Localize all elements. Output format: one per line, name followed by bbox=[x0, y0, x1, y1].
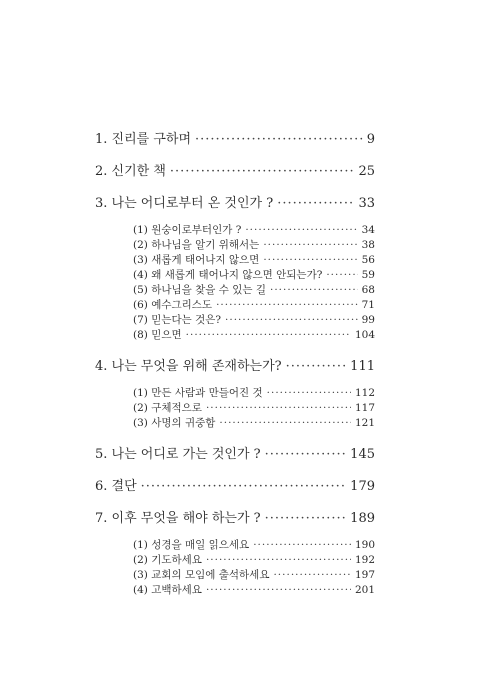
toc-entry-title: 6. 결단 bbox=[95, 479, 137, 494]
toc-entry-section-7-4 bbox=[133, 582, 375, 597]
toc-entry-section-3-8 bbox=[133, 327, 375, 342]
toc-entry-page-number: 190 bbox=[354, 539, 375, 551]
toc-entry-chapter-6 bbox=[95, 475, 375, 494]
toc-entry-section-3-1 bbox=[133, 222, 375, 237]
dot-leader bbox=[270, 284, 358, 296]
toc-entry-section-7-3 bbox=[133, 567, 375, 582]
toc-entry-title: 2. 신기한 책 bbox=[95, 164, 166, 179]
toc-entry-chapter-4 bbox=[95, 355, 375, 374]
toc-entry-chapter-1 bbox=[95, 128, 375, 147]
toc-entry-title: 5. 나는 어디로 가는 것인가 ? bbox=[95, 447, 261, 462]
toc-entry-page-number: 25 bbox=[358, 164, 375, 179]
toc-entry-chapter-2 bbox=[95, 160, 375, 179]
toc-entry-chapter-3 bbox=[95, 192, 375, 211]
toc-entry-page-number: 179 bbox=[350, 479, 375, 494]
toc-entry-section-4-3 bbox=[133, 415, 375, 430]
toc-entry-title: (2) 구체적으로 bbox=[133, 402, 202, 414]
dot-leader bbox=[206, 554, 351, 566]
toc-entry-page-number: 121 bbox=[354, 417, 375, 429]
toc-entry-page-number: 192 bbox=[354, 554, 375, 566]
toc-entry-section-4-2 bbox=[133, 400, 375, 415]
toc-entry-title: (3) 새롭게 태어나지 않으면 bbox=[133, 254, 260, 266]
toc-entry-page-number: 201 bbox=[354, 584, 375, 596]
toc-entry-page-number: 99 bbox=[361, 314, 375, 326]
dot-leader bbox=[141, 479, 347, 494]
toc-entry-page-number: 33 bbox=[358, 196, 375, 211]
toc-entry-page-number: 197 bbox=[354, 569, 375, 581]
toc-entry-title: (7) 믿는다는 것은? bbox=[133, 314, 222, 326]
dot-leader bbox=[265, 511, 347, 526]
toc-entry-page-number: 112 bbox=[354, 387, 375, 399]
toc-entry-page-number: 189 bbox=[350, 511, 375, 526]
toc-entry-title: (1) 만든 사람과 만들어진 것 bbox=[133, 387, 263, 399]
toc-entry-title: (4) 고백하세요 bbox=[133, 584, 202, 596]
dot-leader bbox=[263, 239, 357, 251]
toc-entry-chapter-5 bbox=[95, 443, 375, 462]
toc-entry-page-number: 71 bbox=[361, 299, 375, 311]
toc-entry-title: (5) 하나님을 찾을 수 있는 길 bbox=[133, 284, 266, 296]
toc-entry-title: (3) 교회의 모임에 출석하세요 bbox=[133, 569, 270, 581]
dot-leader bbox=[286, 359, 347, 374]
toc-entry-section-3-7 bbox=[133, 312, 375, 327]
toc-entry-title: (4) 왜 새롭게 태어나지 않으면 안되는가? bbox=[133, 269, 323, 281]
toc-entry-title: (6) 예수그리스도 bbox=[133, 299, 213, 311]
toc-entry-title: 4. 나는 무엇을 위해 존재하는가? bbox=[95, 359, 282, 374]
dot-leader bbox=[277, 196, 354, 211]
toc-entry-section-3-5 bbox=[133, 282, 375, 297]
toc-entry-section-7-1 bbox=[133, 537, 375, 552]
toc-entry-chapter-7 bbox=[95, 507, 375, 526]
toc-entry-section-4-1 bbox=[133, 385, 375, 400]
dot-leader bbox=[186, 329, 351, 341]
toc-entry-section-3-2 bbox=[133, 237, 375, 252]
dot-leader bbox=[253, 539, 351, 551]
toc-entry-page-number: 104 bbox=[354, 329, 375, 341]
dot-leader bbox=[195, 132, 363, 147]
toc-entry-section-3-6 bbox=[133, 297, 375, 312]
dot-leader bbox=[170, 164, 355, 179]
toc-entry-page-number: 117 bbox=[354, 402, 375, 414]
dot-leader bbox=[245, 224, 357, 236]
toc-entry-title: (3) 사명의 귀중함 bbox=[133, 417, 216, 429]
toc-entry-title: 1. 진리를 구하며 bbox=[95, 132, 192, 147]
toc-entry-page-number: 38 bbox=[361, 239, 375, 251]
toc-entry-page-number: 111 bbox=[350, 359, 375, 374]
toc-entry-section-7-2 bbox=[133, 552, 375, 567]
dot-leader bbox=[206, 584, 351, 596]
dot-leader bbox=[326, 269, 357, 281]
toc-entry-title: (1) 원숭이로부터인가 ? bbox=[133, 224, 242, 236]
toc-entry-section-3-4 bbox=[133, 267, 375, 282]
toc-entry-section-3-3 bbox=[133, 252, 375, 267]
toc-entry-title: 7. 이후 무엇을 해야 하는가 ? bbox=[95, 511, 261, 526]
dot-leader bbox=[216, 299, 358, 311]
toc-entry-page-number: 9 bbox=[366, 132, 375, 147]
toc-entry-page-number: 145 bbox=[350, 447, 375, 462]
toc-entry-page-number: 34 bbox=[361, 224, 375, 236]
toc-entry-page-number: 56 bbox=[361, 254, 375, 266]
toc-entry-page-number: 59 bbox=[361, 269, 375, 281]
dot-leader bbox=[225, 314, 358, 326]
dot-leader bbox=[267, 387, 351, 399]
toc-entry-title: (1) 성경을 매일 읽으세요 bbox=[133, 539, 250, 551]
toc-entry-title: (8) 믿으면 bbox=[133, 329, 182, 341]
toc-entry-title: (2) 하나님을 알기 위해서는 bbox=[133, 239, 260, 251]
dot-leader bbox=[219, 417, 351, 429]
dot-leader bbox=[273, 569, 350, 581]
toc-entry-title: 3. 나는 어디로부터 온 것인가 ? bbox=[95, 196, 274, 211]
toc-entry-title: (2) 기도하세요 bbox=[133, 554, 202, 566]
toc-entry-page-number: 68 bbox=[361, 284, 375, 296]
dot-leader bbox=[206, 402, 351, 414]
dot-leader bbox=[265, 447, 347, 462]
dot-leader bbox=[263, 254, 357, 266]
